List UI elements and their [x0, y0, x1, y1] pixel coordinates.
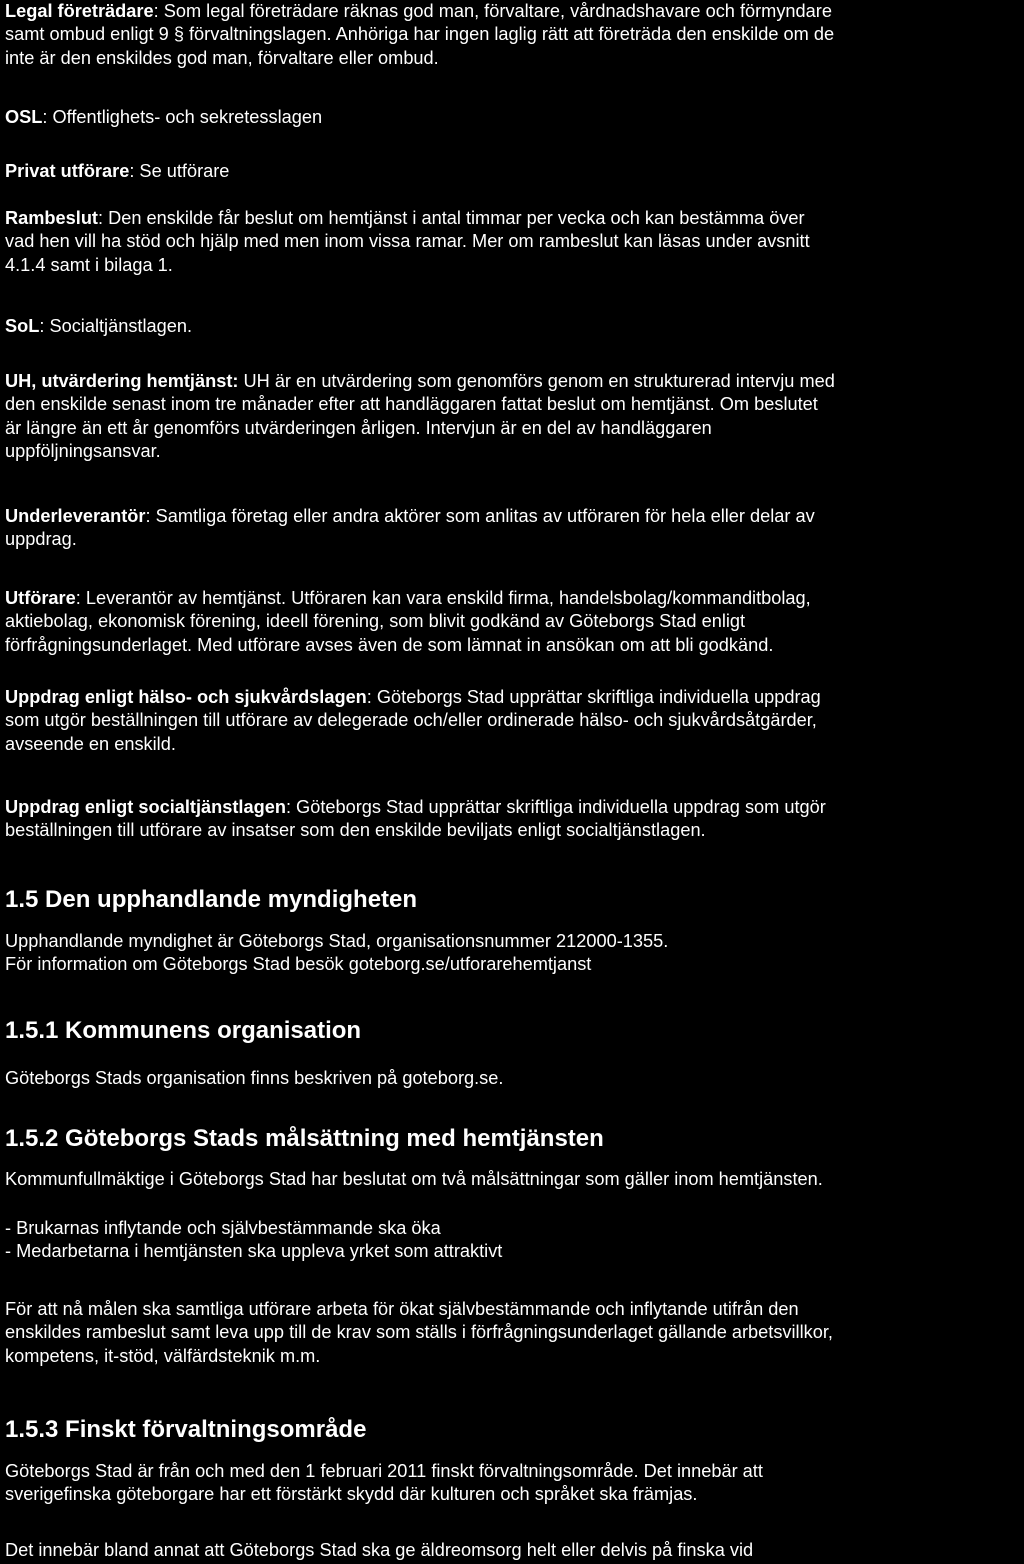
term-underleverantor: Underleverantör [5, 506, 146, 526]
section-1-5-2-list [5, 1217, 502, 1264]
section-1-5-3-body [5, 1460, 763, 1507]
definition-text-line: beställningen till utförare av insatser som den enskilde beviljats enligt socialtjänstlagen. [5, 820, 706, 841]
section-heading-1-5: 1.5 Den upphandlande myndigheten [5, 886, 418, 913]
section-text-line: enskildes rambeslut samt leva upp till de krav som ställs i förfrågningsunderlaget gällande arbetsvillkor, [5, 1322, 833, 1343]
definition-privat-utforare [5, 160, 229, 183]
definition-text-line: : Den enskilde får beslut om hemtjänst i antal timmar per vecka och kan bestämma över [97, 208, 805, 228]
list-item: - Brukarnas inflytande och självbestämmande ska öka [5, 1218, 441, 1238]
definition-text-line: uppdrag. [5, 529, 77, 550]
definition-underleverantor [5, 505, 815, 552]
definition-text-line: aktiebolag, ekonomisk förening, ideell förening, som blivit godkänd av Göteborgs Stad enligt [5, 611, 746, 632]
term-uppdrag-hsl: Uppdrag enligt hälso- och sjukvårdslagen [5, 687, 367, 707]
definition-text-line: som utgör beställningen till utförare av delegerade och/eller ordinerade hälso- och sjukvårdsåtgärder, [5, 710, 817, 731]
section-1-5-2-body [5, 1298, 833, 1368]
term-rambeslut: Rambeslut [5, 208, 98, 228]
section-heading-1-5-2: 1.5.2 Göteborgs Stads målsättning med hemtjänsten [5, 1125, 604, 1152]
section-heading-1-5-1: 1.5.1 Kommunens organisation [5, 1017, 362, 1044]
definition-text-line: är längre än ett år genomförs utvärderingen årligen. Intervjun är en del av handläggaren [5, 417, 712, 438]
section-text-line: För information om Göteborgs Stad besök goteborg.se/utforarehemtjanst [5, 954, 592, 975]
definition-text-line: 4.1.4 samt i bilaga 1. [5, 254, 173, 275]
section-text-line: sverigefinska göteborgare har ett förstärkt skydd där kulturen och språket ska främjas. [5, 1484, 698, 1505]
definition-text-line: : Göteborgs Stad upprättar skriftliga individuella uppdrag [366, 687, 821, 707]
definition-text: : Offentlighets- och sekretesslagen [42, 107, 323, 127]
definition-sol [5, 315, 192, 338]
definition-text: : Socialtjänstlagen. [39, 316, 193, 336]
definition-text-line: : Som legal företrädare räknas god man, förvaltare, vårdnadshavare och förmyndare [153, 1, 832, 21]
definition-text-line: uppföljningsansvar. [5, 441, 161, 462]
section-text-line: kompetens, it-stöd, välfärdsteknik m.m. [5, 1345, 321, 1366]
definition-text: : Se utförare [129, 161, 230, 181]
definition-text-line: : Göteborgs Stad upprättar skriftliga individuella uppdrag som utgör [285, 797, 826, 817]
section-heading-1-5-3: 1.5.3 Finskt förvaltningsområde [5, 1416, 367, 1443]
term-sol: SoL [5, 316, 40, 336]
section-text-line: För att nå målen ska samtliga utförare arbeta för ökat självbestämmande och inflytande utifrån den [5, 1299, 799, 1319]
section-1-5-1-body: Göteborgs Stads organisation finns beskriven på goteborg.se. [5, 1068, 504, 1088]
section-1-5-2-intro: Kommunfullmäktige i Göteborgs Stad har beslutat om två målsättningar som gäller inom hemtjänsten. [5, 1169, 823, 1189]
term-osl: OSL [5, 107, 43, 127]
section-text-line: Göteborgs Stad är från och med den 1 februari 2011 finskt förvaltningsområde. Det innebär att [5, 1461, 763, 1481]
definition-uppdrag-sol [5, 796, 826, 843]
section-text-line: Upphandlande myndighet är Göteborgs Stad, organisationsnummer 212000-1355. [5, 931, 669, 951]
definition-text-line: samt ombud enligt 9 § förvaltningslagen. Anhöriga har ingen laglig rätt att företräda den enskilde om de [5, 24, 835, 45]
term-utforare: Utförare [5, 588, 76, 608]
definition-text-line: UH är en utvärdering som genomförs genom en strukturerad intervju med [238, 371, 835, 391]
definition-text-line: vad hen vill ha stöd och hjälp med men inom vissa ramar. Mer om rambeslut kan läsas under avsnitt [5, 231, 810, 252]
definition-rambeslut [5, 207, 810, 277]
definition-text-line: den enskilde senast inom tre månader efter att handläggaren fattat beslut om hemtjänst. Om beslutet [5, 394, 818, 415]
definition-legal-foretradare [5, 0, 834, 70]
list-item: - Medarbetarna i hemtjänsten ska uppleva yrket som attraktivt [5, 1241, 503, 1262]
section-1-5-body [5, 930, 668, 977]
term-legal-foretradare: Legal företrädare [5, 1, 154, 21]
term-uh: UH, utvärdering hemtjänst: [5, 371, 239, 391]
definition-uh [5, 370, 835, 464]
definition-utforare [5, 587, 811, 657]
section-1-5-3-last-line: Det innebär bland annat att Göteborgs Stad ska ge äldreomsorg helt eller delvis på finska vid [5, 1540, 754, 1560]
term-privat-utforare: Privat utförare [5, 161, 130, 181]
definition-osl [5, 106, 322, 129]
definition-text-line: avseende en enskild. [5, 733, 176, 754]
definition-uppdrag-hsl [5, 686, 821, 756]
definition-text-line: förfrågningsunderlaget. Med utförare avses även de som lämnat in ansökan om att bli godkänd. [5, 634, 774, 655]
definition-text-line: : Leverantör av hemtjänst. Utföraren kan vara enskild firma, handelsbolag/kommanditbolag, [75, 588, 811, 608]
term-uppdrag-sol: Uppdrag enligt socialtjänstlagen [5, 797, 286, 817]
definition-text-line: inte är den enskildes god man, förvaltare eller ombud. [5, 47, 439, 68]
definition-text-line: : Samtliga företag eller andra aktörer som anlitas av utföraren för hela eller delar av [145, 506, 815, 526]
